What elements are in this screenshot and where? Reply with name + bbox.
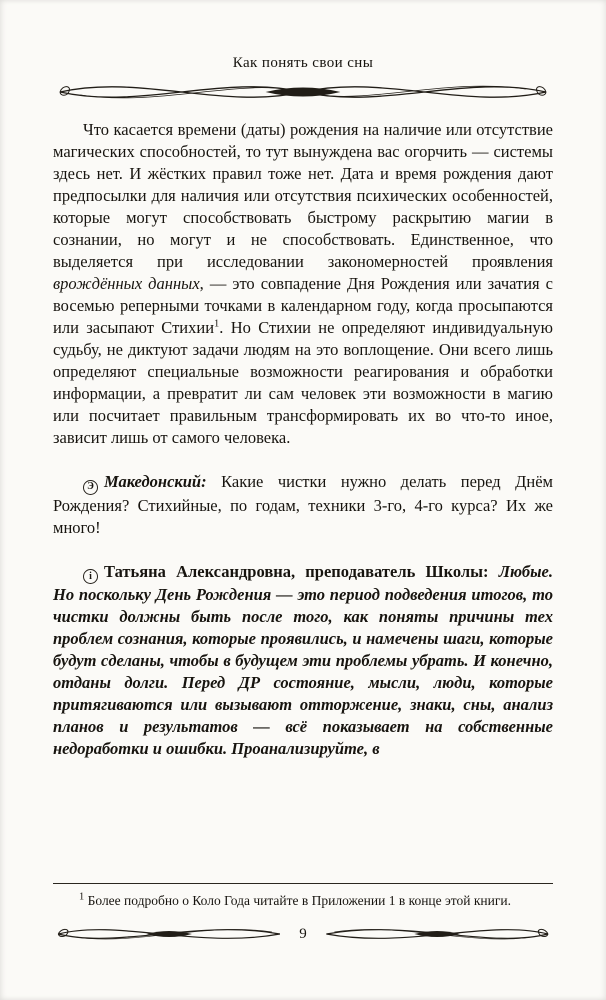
footnote-separator bbox=[53, 883, 553, 884]
footnote-text: Более подробно о Коло Года читайте в Приложении 1 в конце этой книги. bbox=[84, 893, 512, 908]
paragraph-answer bbox=[53, 561, 553, 761]
footnote bbox=[53, 891, 553, 910]
para1-text-end: . Но Стихии не определяют индивидуальную судьбу, не диктуют задачи людям на это воплощение. Они всего лишь определяют специальные возможности реагирования и обработки информации, а превратит ли сам человек эти возможности в магию или посчитает правильным трансформировать их во что-то иное, зависит лишь от самого человека. bbox=[53, 318, 553, 447]
top-flourish-divider-icon bbox=[55, 81, 551, 103]
footnote-number: 1 bbox=[79, 891, 85, 903]
para1-text-start: Что касается времени (даты) рождения на наличие или отсутствие магических способностей, то тут вынуждена вас огорчить — системы здесь нет. И жёстких правил тоже нет. Дата и время рождения дают предпосылки для наличия или отсутствия психических особенностей, которые могут способствовать быстрому раскрытию магии в сознании, но могут и не способствовать. Единственное, что выделяется при исследовании закономерностей проявления bbox=[53, 120, 553, 271]
question-text: Какие чистки нужно делать перед Днём Рождения? Стихийные, по годам, техники 3-го, 4-го курса? Их же много! bbox=[53, 472, 553, 537]
running-header: Как понять свои сны bbox=[232, 55, 374, 71]
paragraph-question bbox=[53, 471, 553, 539]
answer-marker-icon: i bbox=[83, 569, 98, 584]
question-speaker-name: Македонский: bbox=[104, 472, 207, 491]
question-marker-icon: Э bbox=[83, 480, 98, 495]
footnote-reference: 1 bbox=[214, 318, 220, 330]
emphasis-inborn-data: врождённых данных bbox=[53, 274, 200, 293]
right-flourish-icon bbox=[323, 924, 551, 944]
paragraph-birth-date bbox=[53, 119, 553, 449]
answer-text: Любые. Но поскольку День Рождения — это период подведения итогов, то чистки должны быть после того, как поняты причины тех проблем сознания, которые проявились, и намечены шаги, которые будут сделаны, чтобы в будущем эти проблемы убрать. И конечно, отданы долги. Перед ДР состояние, мысли, люди, которые притягиваются или вызывают отторжение, знаки, сны, анализ планов и результатов — всё показывает на собственные недоработки и ошибки. Проанализируйте, в bbox=[53, 561, 553, 758]
page-number: 9 bbox=[299, 925, 307, 942]
footnote-area bbox=[53, 883, 553, 910]
answer-speaker-name: Татьяна Александровна, преподаватель Школы: bbox=[104, 561, 489, 581]
page-body bbox=[53, 119, 553, 760]
para1-text-mid: , — это совпадение Дня Рождения или зачатия с восемью реперными точками в календарном году, когда просыпаются или засыпают Стихии bbox=[53, 274, 554, 337]
page-footer bbox=[55, 924, 551, 952]
left-flourish-icon bbox=[55, 924, 283, 944]
flourish-svg bbox=[55, 81, 551, 103]
